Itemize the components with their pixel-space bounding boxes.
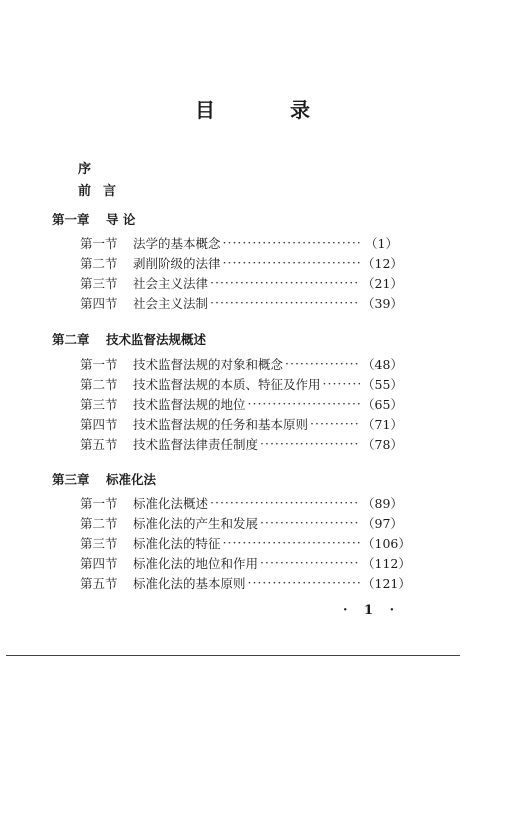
toc-entry[interactable] xyxy=(80,574,411,592)
page-number: （97） xyxy=(362,516,403,531)
toc-entry[interactable] xyxy=(80,294,403,312)
dot-leader xyxy=(260,554,360,572)
page-number: （48） xyxy=(362,357,403,372)
page-number: （78） xyxy=(362,437,403,452)
page-number: （55） xyxy=(362,377,403,392)
chapter-number: 第二章 xyxy=(52,332,90,347)
page-number: （39） xyxy=(362,296,403,311)
toc-entry[interactable] xyxy=(80,395,403,413)
section-number: 第一节 xyxy=(80,496,118,511)
page-title: 目 录 xyxy=(195,98,344,122)
section-title: 标准化法的特征 xyxy=(133,536,221,551)
section-title: 法学的基本概念 xyxy=(133,236,221,251)
dot-leader xyxy=(210,294,360,312)
dot-leader xyxy=(260,435,360,453)
toc-entry[interactable] xyxy=(80,494,403,512)
section-title: 社会主义法律 xyxy=(133,276,209,291)
section-title: 标准化法概述 xyxy=(133,496,209,511)
dot-leader xyxy=(248,395,360,413)
chapter-heading xyxy=(52,470,156,488)
page-number: （106） xyxy=(362,536,411,551)
chapter-heading xyxy=(52,330,206,348)
section-title: 社会主义法制 xyxy=(133,296,209,311)
page-number: （65） xyxy=(362,397,403,412)
chapter-number: 第一章 xyxy=(52,212,90,227)
toc-entry[interactable] xyxy=(80,554,411,572)
bottom-rule xyxy=(6,655,460,656)
section-number: 第二节 xyxy=(80,256,118,271)
dot-leader xyxy=(210,274,360,292)
page-number: （112） xyxy=(362,556,411,571)
section-number: 第四节 xyxy=(80,296,118,311)
dot-leader xyxy=(285,355,360,373)
section-title: 技术监督法规的本质、特征及作用 xyxy=(133,377,321,392)
section-number: 第二节 xyxy=(80,516,118,531)
section-number: 第五节 xyxy=(80,576,118,591)
toc-entry[interactable] xyxy=(80,514,403,532)
section-title: 技术监督法律责任制度 xyxy=(133,437,259,452)
section-title: 技术监督法规的对象和概念 xyxy=(133,357,284,372)
section-number: 第四节 xyxy=(80,417,118,432)
section-number: 第一节 xyxy=(80,236,118,251)
section-number: 第五节 xyxy=(80,437,118,452)
section-title: 剥削阶级的法律 xyxy=(133,256,221,271)
toc-entry[interactable] xyxy=(80,375,403,393)
toc-entry[interactable] xyxy=(80,435,403,453)
toc-entry[interactable] xyxy=(80,415,403,433)
toc-entry[interactable] xyxy=(80,355,403,373)
section-number: 第三节 xyxy=(80,536,118,551)
dot-leader xyxy=(210,494,360,512)
dot-leader xyxy=(248,574,360,592)
chapter-title: 导 论 xyxy=(106,212,136,227)
section-title: 技术监督法规的地位 xyxy=(133,397,246,412)
section-number: 第四节 xyxy=(80,556,118,571)
toc-entry[interactable] xyxy=(80,254,403,272)
dot-leader xyxy=(223,234,360,252)
section-title: 标准化法的基本原则 xyxy=(133,576,246,591)
page-number: （89） xyxy=(362,496,403,511)
toc-entry[interactable] xyxy=(80,234,398,252)
page-number: （21） xyxy=(362,276,403,291)
dot-leader xyxy=(223,534,360,552)
page-number: （121） xyxy=(362,576,411,591)
section-title: 标准化法的地位和作用 xyxy=(133,556,259,571)
page-number: （1） xyxy=(365,236,398,251)
dot-leader xyxy=(323,375,360,393)
chapter-title: 技术监督法规概述 xyxy=(106,332,207,347)
dot-leader xyxy=(310,415,360,433)
section-title: 标准化法的产生和发展 xyxy=(133,516,259,531)
page-number: （71） xyxy=(362,417,403,432)
toc-entry[interactable] xyxy=(80,534,411,552)
dot-leader xyxy=(260,514,360,532)
page-folio: · 1 · xyxy=(343,603,401,618)
section-number: 第二节 xyxy=(80,377,118,392)
section-number: 第一节 xyxy=(80,357,118,372)
dot-leader xyxy=(223,254,360,272)
section-number: 第三节 xyxy=(80,276,118,291)
preface-heading: 序 xyxy=(78,162,92,177)
foreword-heading: 前言 xyxy=(78,184,129,199)
page-number: （12） xyxy=(362,256,403,271)
chapter-heading xyxy=(52,210,135,228)
toc-entry[interactable] xyxy=(80,274,403,292)
section-title: 技术监督法规的任务和基本原则 xyxy=(133,417,309,432)
chapter-title: 标准化法 xyxy=(106,472,157,487)
section-number: 第三节 xyxy=(80,397,118,412)
chapter-number: 第三章 xyxy=(52,472,90,487)
